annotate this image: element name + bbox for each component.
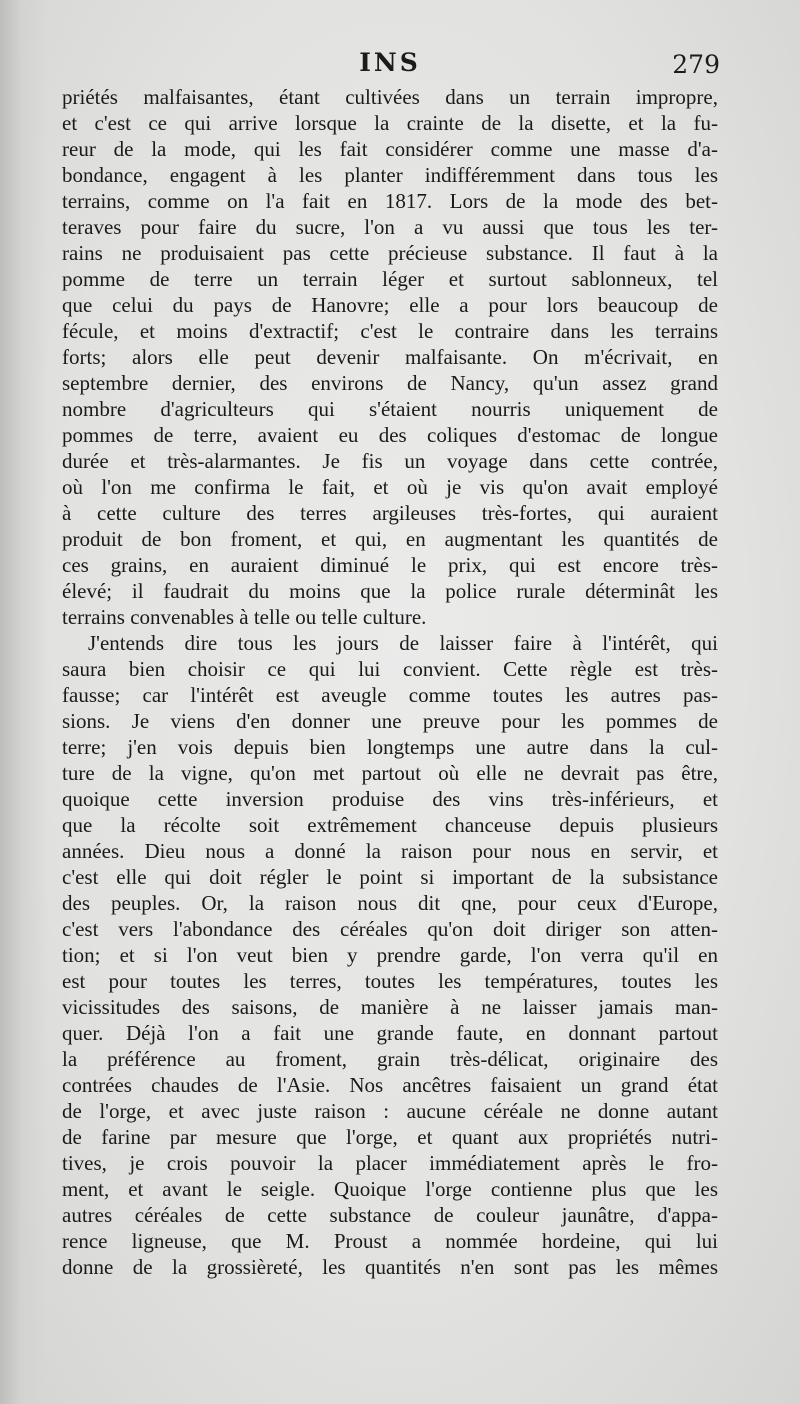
paragraph-1: [62, 84, 718, 630]
text-line: tives, je crois pouvoir la placer immédiatement après le fro-: [62, 1151, 718, 1175]
text-line: et c'est ce qui arrive lorsque la crainte de la disette, et la fu-: [62, 111, 718, 135]
text-line: saura bien choisir ce qui lui convient. Cette règle est très-: [62, 657, 718, 681]
text-line: à cette culture des terres argileuses très-fortes, qui auraient: [62, 501, 718, 525]
text-line: terrains, comme on l'a fait en 1817. Lors de la mode des bet-: [62, 189, 718, 213]
text-line: rence ligneuse, que M. Proust a nommée hordeine, qui lui: [62, 1229, 718, 1253]
text-line: ment, et avant le seigle. Quoique l'orge contienne plus que les: [62, 1177, 718, 1201]
text-line: priétés malfaisantes, étant cultivées dans un terrain impropre,: [62, 85, 718, 109]
body-text: [62, 84, 718, 1280]
text-line: reur de la mode, qui les fait considérer comme une masse d'a-: [62, 137, 718, 161]
text-line: de l'orge, et avec juste raison : aucune céréale ne donne autant: [62, 1099, 718, 1123]
text-line: ture de la vigne, qu'on met partout où elle ne devrait pas être,: [62, 761, 718, 785]
text-line: produit de bon froment, et qui, en augmentant les quantités de: [62, 527, 718, 551]
text-line: vicissitudes des saisons, de manière à ne laisser jamais man-: [62, 995, 718, 1019]
text-line: de farine par mesure que l'orge, et quant aux propriétés nutri-: [62, 1125, 718, 1149]
text-line: fécule, et moins d'extractif; c'est le contraire dans les terrains: [62, 319, 718, 343]
text-line: nombre d'agriculteurs qui s'étaient nourris uniquement de: [62, 397, 718, 421]
text-line: durée et très-alarmantes. Je fis un voyage dans cette contrée,: [62, 449, 718, 473]
text-line: sions. Je viens d'en donner une preuve pour les pommes de: [62, 709, 718, 733]
text-line: bondance, engagent à les planter indifféremment dans tous les: [62, 163, 718, 187]
text-line: terre; j'en vois depuis bien longtemps une autre dans la cul-: [62, 735, 718, 759]
running-head: INS: [359, 48, 421, 77]
text-line: c'est vers l'abondance des céréales qu'on doit diriger son atten-: [62, 917, 718, 941]
text-line: autres céréales de cette substance de couleur jaunâtre, d'appa-: [62, 1203, 718, 1227]
text-line: pomme de terre un terrain léger et surtout sablonneux, tel: [62, 267, 718, 291]
text-line: septembre dernier, des environs de Nancy, qu'un assez grand: [62, 371, 718, 395]
page-header: [60, 44, 720, 84]
text-line: J'entends dire tous les jours de laisser faire à l'intérêt, qui: [88, 631, 718, 655]
text-line: c'est elle qui doit régler le point si important de la subsistance: [62, 865, 718, 889]
text-line: que celui du pays de Hanovre; elle a pour lors beaucoup de: [62, 293, 718, 317]
text-line: la préférence au froment, grain très-délicat, originaire des: [62, 1047, 718, 1071]
text-line: forts; alors elle peut devenir malfaisante. On m'écrivait, en: [62, 345, 718, 369]
bottom-margin: [0, 1268, 800, 1404]
text-line: années. Dieu nous a donné la raison pour nous en servir, et: [62, 839, 718, 863]
text-line: terrains convenables à telle ou telle culture.: [62, 605, 427, 629]
page-number: 279: [672, 50, 720, 79]
page-gutter-shadow: [0, 0, 48, 1404]
text-line: quoique cette inversion produise des vins très-inférieurs, et: [62, 787, 718, 811]
text-line: contrées chaudes de l'Asie. Nos ancêtres faisaient un grand état: [62, 1073, 718, 1097]
text-line: donne de la grossièreté, les quantités n'en sont pas les mêmes: [62, 1255, 718, 1279]
paragraph-2: [62, 630, 718, 1280]
text-line: est pour toutes les terres, toutes les températures, toutes les: [62, 969, 718, 993]
text-line: que la récolte soit extrêmement chanceuse depuis plusieurs: [62, 813, 718, 837]
text-line: teraves pour faire du sucre, l'on a vu aussi que tous les ter-: [62, 215, 718, 239]
text-line: pommes de terre, avaient eu des coliques d'estomac de longue: [62, 423, 718, 447]
text-line: ces grains, en auraient diminué le prix, qui est encore très-: [62, 553, 718, 577]
text-line: tion; et si l'on veut bien y prendre garde, l'on verra qu'il en: [62, 943, 718, 967]
text-line: rains ne produisaient pas cette précieuse substance. Il faut à la: [62, 241, 718, 265]
text-line: fausse; car l'intérêt est aveugle comme toutes les autres pas-: [62, 683, 718, 707]
text-line: des peuples. Or, la raison nous dit qne, pour ceux d'Europe,: [62, 891, 718, 915]
text-line: élevé; il faudrait du moins que la police rurale déterminât les: [62, 579, 718, 603]
text-line: où l'on me confirma le fait, et où je vis qu'on avait employé: [62, 475, 718, 499]
text-line: quer. Déjà l'on a fait une grande faute, en donnant partout: [62, 1021, 718, 1045]
